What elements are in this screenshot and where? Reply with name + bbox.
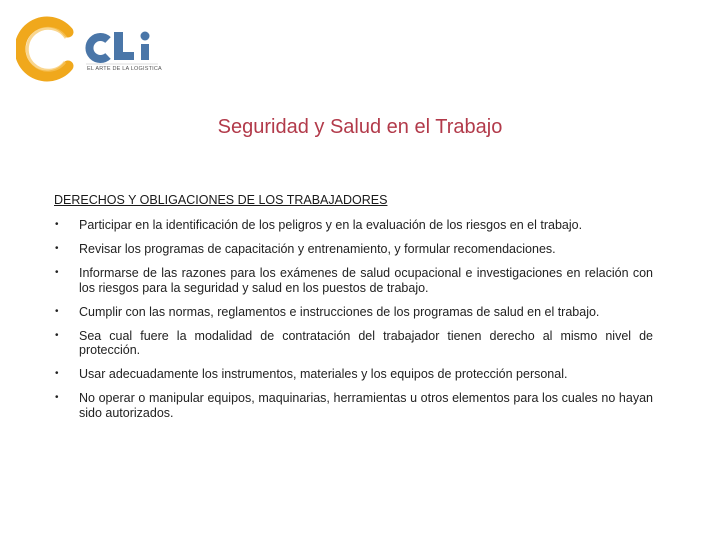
bullet-text: No operar o manipular equipos, maquinarias, herramientas u otros elementos para los cuales no hayan sido autorizados. [79,391,653,420]
section-heading: DERECHOS Y OBLIGACIONES DE LOS TRABAJADORES [54,193,388,207]
bullet-dot-icon: • [55,243,59,254]
bullet-text: Sea cual fuere la modalidad de contratación del trabajador tienen derecho al mismo nivel de protección. [79,328,653,357]
bullet-list [54,218,653,430]
bullet-item [54,391,653,420]
company-logo [16,16,166,82]
bullet-item [54,329,653,358]
bullet-dot-icon: • [55,305,59,317]
bullet-dot-icon: • [55,368,59,379]
bullet-text: Participar en la identificación de los peligros y en la evaluación de los riesgos en el trabajo. [79,218,583,232]
logo-tagline: EL ARTE DE LA LOGISTICA [87,66,162,72]
bullet-text: Revisar los programas de capacitación y entrenamiento, y formular recomendaciones. [79,242,556,256]
bullet-dot-icon: • [55,392,59,403]
bullet-text: Usar adecuadamente los instrumentos, materiales y los equipos de protección personal. [79,367,568,381]
bullet-text: Informarse de las razones para los exámenes de salud ocupacional e investigaciones en relación con los riesgos para la seguridad y salud en los puestos de trabajo. [79,266,653,295]
logo-graphic [16,16,166,82]
bullet-item [54,266,653,295]
logo-letter-c [89,37,108,59]
bullet-text: Cumplir con las normas, reglamentos e instrucciones de los programas de salud en el trabajo. [79,304,600,319]
slide-title: Seguridad y Salud en el Trabajo [217,116,503,138]
bullet-dot-icon: • [55,329,59,341]
bullet-dot-icon: • [55,219,59,230]
bullet-dot-icon: • [55,267,59,278]
bullet-item [54,218,653,233]
bullet-item [54,305,653,320]
bullet-item [54,242,653,257]
bullet-item [54,367,653,382]
logo-letter-i-dot [141,32,150,41]
logo-letter-i [141,44,149,60]
